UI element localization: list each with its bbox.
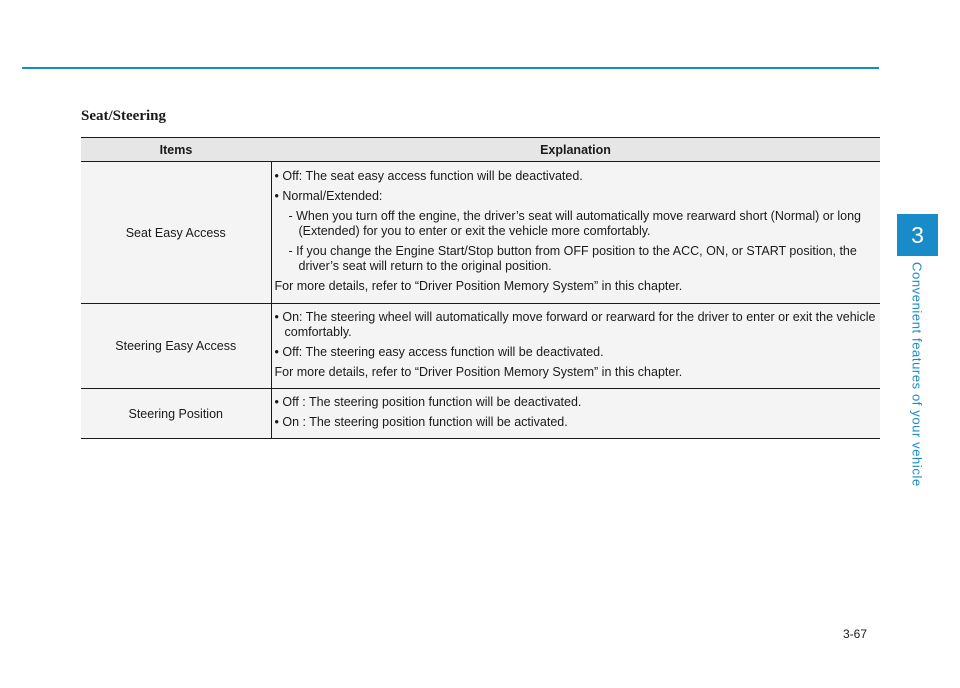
- table-row: [81, 304, 880, 389]
- table-header-row: [81, 138, 880, 162]
- explanation-line: - If you change the Engine Start/Stop button from OFF position to the ACC, ON, or START position, the driver’s seat will return to the original position.: [288, 244, 857, 273]
- section-title: Seat/Steering: [81, 108, 166, 124]
- explanation-line: • Off : The steering position function will be deactivated.: [274, 395, 582, 409]
- explanation-line: • On: The steering wheel will automatically move forward or rearward for the driver to enter or exit the vehicle comfortably.: [274, 310, 876, 339]
- explanation-line: • Normal/Extended:: [274, 189, 383, 203]
- chapter-label-text: Convenient features of your vehicle: [909, 262, 925, 487]
- header-rule: [22, 67, 879, 69]
- chapter-tab: 3: [897, 214, 938, 256]
- item-cell: Seat Easy Access: [81, 162, 271, 304]
- explanation-cell: [271, 304, 880, 389]
- explanation-cell: [271, 389, 880, 439]
- explanation-line: For more details, refer to “Driver Position Memory System” in this chapter.: [274, 279, 683, 293]
- explanation-cell: [271, 162, 880, 304]
- table-row: [81, 162, 880, 304]
- page-number: 3-67: [843, 627, 868, 641]
- explanation-line: • Off: The steering easy access function will be deactivated.: [274, 345, 604, 359]
- explanation-column-header: Explanation: [271, 138, 880, 162]
- explanation-line: - When you turn off the engine, the driver’s seat will automatically move rearward short (Normal) or long (Extended) for you to enter or exit the vehicle more comfortably.: [288, 209, 861, 238]
- explanation-line: For more details, refer to “Driver Position Memory System” in this chapter.: [274, 365, 683, 379]
- explanation-line: • Off: The seat easy access function will be deactivated.: [274, 169, 583, 183]
- explanation-line: • On : The steering position function will be activated.: [274, 415, 568, 429]
- item-cell: Steering Easy Access: [81, 304, 271, 389]
- items-column-header: Items: [81, 138, 271, 162]
- item-cell: Steering Position: [81, 389, 271, 439]
- table-row: [81, 389, 880, 439]
- settings-table: [81, 137, 880, 439]
